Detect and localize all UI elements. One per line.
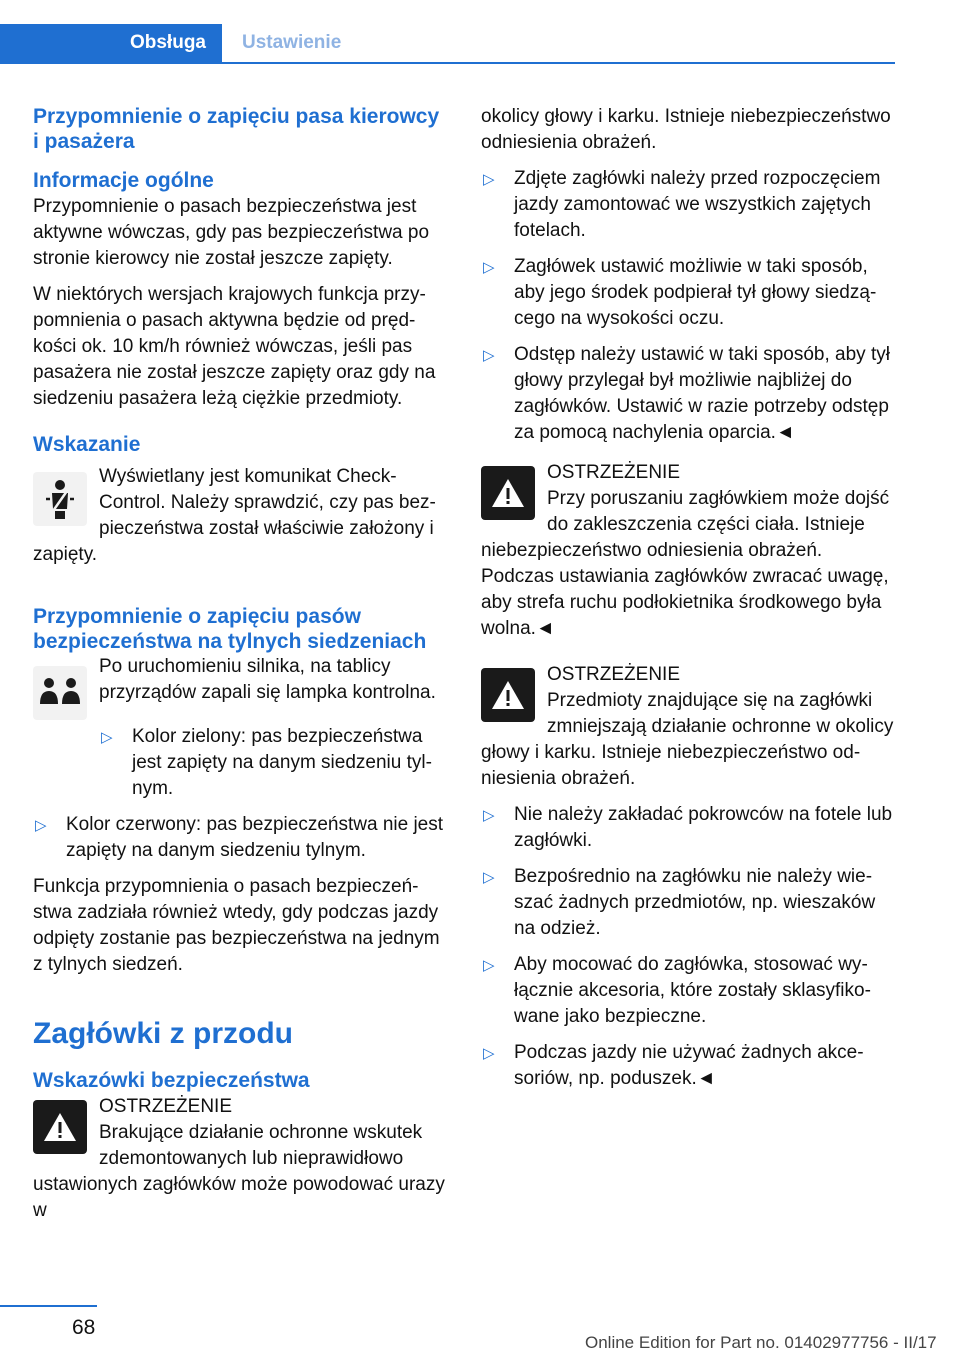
heading-safety-notes: Wskazówki bezpieczeństwa bbox=[33, 1069, 310, 1092]
warning-block-3 bbox=[481, 662, 896, 792]
triangle-bullet-icon: ▷ bbox=[483, 259, 495, 276]
warning-text-1: Brakujące działanie ochronne wskutek zdemontowanych lub nieprawidłowo ustawionych zagłówków może powodować urazy w bbox=[33, 1122, 445, 1221]
tab-ustawienie[interactable]: Ustawienie bbox=[242, 32, 342, 53]
header-tabbar bbox=[0, 24, 895, 64]
warning-text-2: Przy poruszaniu zagłówkiem może dojść do zakleszczenia części ciała. Istnieje niebezpieczeństwo odniesienia obrażeń. Podczas ustawiania zagłówków zwracać uwagę, aby strefa ruchu podłokietnika środkowego była wolna.◄ bbox=[481, 488, 890, 639]
paragraph-continued: okolicy głowy i karku. Istnieje niebezpieczeństwo odniesienia obrażeń. bbox=[481, 106, 891, 153]
left-column bbox=[33, 104, 448, 1234]
heading-front-headrests: Zagłówki z przodu bbox=[33, 1017, 293, 1050]
edition-note: Online Edition for Part no. 01402977756 - II/17 bbox=[585, 1333, 937, 1352]
paragraph-rear-2: Funkcja przypomnienia o pasach bezpieczeństwa zadziała również wtedy, gdy podczas jazdy odpięty zostanie pas bezpieczeństwa na jednym z tylnych siedzeń. bbox=[33, 876, 440, 975]
paragraph-display: Wyświetlany jest komunikat Check-Control. Należy sprawdzić, czy pas bezpieczeństwa został właściwie założony i zapięty. bbox=[33, 466, 436, 565]
display-block bbox=[33, 464, 448, 578]
triangle-bullet-icon: ▷ bbox=[483, 869, 495, 886]
heading-general-info: Informacje ogólne bbox=[33, 169, 214, 192]
triangle-bullet-icon: ▷ bbox=[483, 347, 495, 364]
warning-triangle-icon bbox=[481, 668, 535, 722]
triangle-bullet-icon: ▷ bbox=[483, 1045, 495, 1062]
paragraph-rear: Po uruchomieniu silnika, na tablicy przyrządów zapali się lampka kontrolna. bbox=[99, 656, 436, 703]
triangle-bullet-icon: ▷ bbox=[35, 817, 47, 834]
rear-indicator-list-red bbox=[33, 812, 448, 864]
warning-title-2: OSTRZEŻENIE bbox=[547, 462, 681, 483]
heading-display: Wskazanie bbox=[33, 433, 141, 456]
triangle-bullet-icon: ▷ bbox=[483, 807, 495, 824]
warning-title-1: OSTRZEŻENIE bbox=[99, 1096, 233, 1117]
heading-rear-reminder: Przypomnienie o zapięciu pasów bezpieczeństwa na tylnych siedzeniach bbox=[33, 605, 427, 653]
rear-seatbelt-icon bbox=[33, 666, 87, 720]
heading-seatbelt-reminder: Przypomnienie o zapięciu pasa kierowcy i pasażera bbox=[33, 105, 440, 153]
paragraph-general-1: Przypomnienie o pasach bezpieczeństwa jest aktywne wówczas, gdy pas bezpieczeństwa po stronie kierowcy nie został jeszcze zapięty. bbox=[33, 196, 430, 269]
warning-block-1 bbox=[33, 1094, 448, 1224]
warning-text-3: Przedmioty znajdujące się na zagłówki zmniejszają działanie ochronne w okolicy głowy i karku. Istnieje niebezpieczeństwo odniesienia obrażeń. bbox=[481, 690, 894, 789]
rear-block bbox=[33, 654, 448, 724]
triangle-bullet-icon: ▷ bbox=[483, 171, 495, 188]
paragraph-general-2: W niektórych wersjach krajowych funkcja przypomnienia o pasach aktywna będzie od prędkości ok. 10 km/h również wówczas, jeśli pas pasażera nie został jeszcze zapięty oraz gdy na siedzeniu pasażera leżą ciężkie przedmioty. bbox=[33, 284, 436, 409]
list-item: ▷ Aby mocować do zagłówka, stosować wyłącznie akcesoria, które zostały sklasyfikowane jako bezpieczne. bbox=[483, 954, 871, 1027]
triangle-bullet-icon: ▷ bbox=[101, 729, 113, 746]
warning-title-3: OSTRZEŻENIE bbox=[547, 664, 681, 685]
tab-obsluga[interactable]: Obsługa bbox=[0, 24, 222, 62]
footer-rule bbox=[0, 1305, 97, 1307]
page-number: 68 bbox=[72, 1316, 96, 1339]
warning-triangle-icon bbox=[33, 1100, 87, 1154]
warning-triangle-icon bbox=[481, 466, 535, 520]
list-item: ▷ Bezpośrednio na zagłówku nie należy wieszać żadnych przedmiotów, np. wieszaków na odzież. bbox=[483, 866, 876, 939]
list-item: ▷ Kolor zielony: pas bezpieczeństwa jest zapięty na danym siedzeniu tylnym. bbox=[101, 726, 432, 799]
seatbelt-icon bbox=[33, 472, 87, 526]
warning-block-2 bbox=[481, 460, 896, 642]
list-item: ▷ Kolor czerwony: pas bezpieczeństwa nie jest zapięty na danym siedzeniu tylnym. bbox=[35, 814, 444, 861]
list-item: ▷ Odstęp należy ustawić w taki sposób, aby tył głowy przylegał był możliwie najbliżej do zagłówków. Ustawić w razie potrzeby odstęp za pomocą nachylenia oparcia.◄ bbox=[483, 344, 890, 443]
list-item: ▷ Zdjęte zagłówki należy przed rozpoczęciem jazdy zamontować we wszystkich zajętych fotelach. bbox=[483, 168, 881, 241]
list-item: ▷ Nie należy zakładać pokrowców na fotele lub zagłówki. bbox=[483, 804, 893, 851]
headrest-adjust-list bbox=[481, 166, 896, 446]
rear-indicator-list-green bbox=[33, 724, 448, 802]
list-item: ▷ Podczas jazdy nie używać żadnych akcesoriów, np. poduszek.◄ bbox=[483, 1042, 864, 1089]
list-item: ▷ Zagłówek ustawić możliwie w taki sposób, aby jego środek podpierał tył głowy siedzącego na wysokości oczu. bbox=[483, 256, 877, 329]
right-column bbox=[481, 104, 896, 1102]
triangle-bullet-icon: ▷ bbox=[483, 957, 495, 974]
headrest-objects-list bbox=[481, 802, 896, 1092]
